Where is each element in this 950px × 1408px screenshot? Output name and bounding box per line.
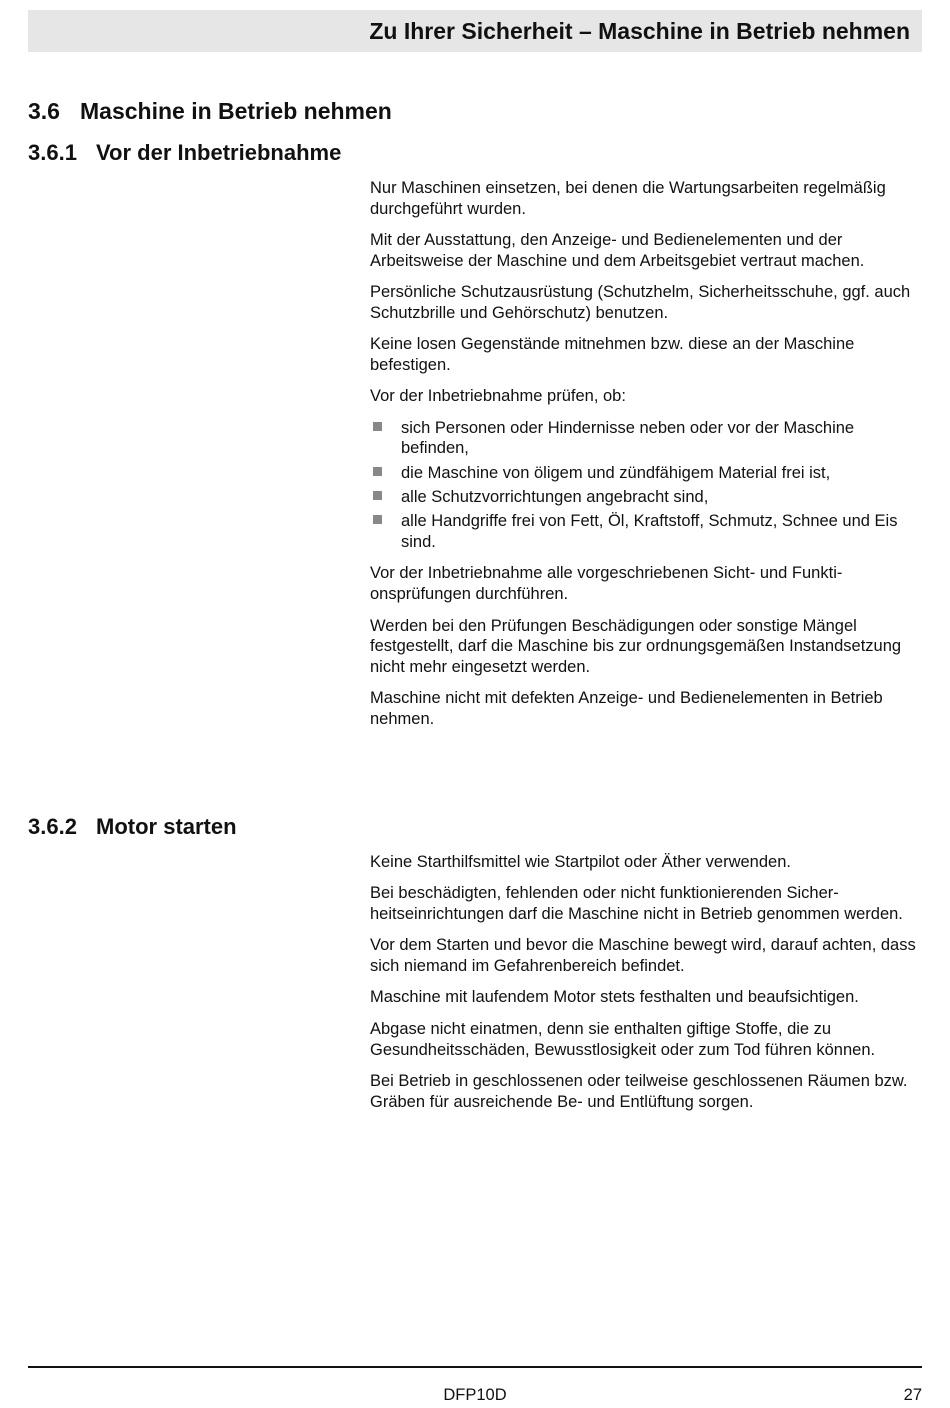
square-bullet-icon [373, 422, 382, 431]
paragraph: Maschine mit laufendem Motor stets festhalten und beaufsichtigen. [370, 988, 859, 1007]
list-item [370, 487, 922, 508]
section-title: Maschine in Betrieb nehmen [80, 98, 392, 124]
list-item-text: alle Handgriffe frei von Fett, Öl, Kraftstoff, Schmutz, Schnee und Eis sind. [401, 512, 898, 552]
paragraph: Werden bei den Prüfungen Beschädigungen oder sonstige Mängel festgestellt, darf die Maschine bis zur ordnungsgemäßen Instandsetzung nicht mehr eingesetzt werden. [370, 616, 902, 677]
square-bullet-icon [373, 515, 382, 524]
subsection-heading [28, 140, 341, 166]
running-header [28, 10, 922, 52]
subsection-body-inbetriebnahme [370, 178, 922, 741]
subsection-body-motor-starten [370, 852, 922, 1123]
paragraph: Keine losen Gegenstände mitnehmen bzw. diese an der Maschine befestigen. [370, 335, 855, 375]
running-header-title: Zu Ihrer Sicherheit – Maschine in Betrieb nehmen [369, 18, 910, 44]
section-number: 3.6 [28, 98, 60, 124]
footer-document-id: DFP10D [443, 1386, 507, 1404]
list-item-text: sich Personen oder Hindernisse neben oder vor der Maschine befinden, [401, 418, 855, 458]
list-item-text: die Maschine von öligem und zündfähigem Material frei ist, [401, 463, 831, 482]
paragraph: Keine Starthilfsmittel wie Startpilot oder Äther verwenden. [370, 853, 791, 871]
paragraph: Vor dem Starten und bevor die Maschine bewegt wird, darauf achten, dass sich niemand im Gefahrenbereich befindet. [370, 936, 916, 976]
paragraph: Mit der Ausstattung, den Anzeige- und Bedienelementen und der Arbeitsweise der Maschine und dem Arbeitsgebiet vertraut machen. [370, 231, 865, 270]
list-item [370, 418, 922, 460]
page-number: 27 [903, 1386, 922, 1404]
paragraph: Persönliche Schutzausrüstung (Schutzhelm, Sicherheitsschuhe, ggf. auch Schutzbrille und Gehörschutz) benutzen. [370, 283, 911, 322]
square-bullet-icon [373, 491, 382, 500]
section-heading [28, 98, 392, 125]
list-item [370, 511, 922, 553]
paragraph: Vor der Inbetriebnahme prüfen, ob: [370, 387, 626, 406]
subsection-number: 3.6.2 [28, 814, 77, 839]
paragraph: Bei Betrieb in geschlossenen oder teilweise geschlossenen Räumen bzw. Gräben für ausreichende Be- und Entlüftung sorgen. [370, 1071, 908, 1111]
paragraph: Nur Maschinen einsetzen, bei denen die Wartungsarbeiten regelmäßig durchgeführt wurden. [370, 179, 886, 218]
subsection-title: Motor starten [96, 814, 237, 839]
subsection-heading [28, 814, 237, 840]
list-item [370, 463, 922, 484]
paragraph: Bei beschädigten, fehlenden oder nicht funktionierenden Sicherheitseinrichtungen darf die Maschine nicht in Betrieb genommen werden. [370, 884, 903, 924]
subsection-number: 3.6.1 [28, 140, 77, 165]
footer-divider [28, 1366, 922, 1368]
list-item-text: alle Schutzvorrichtungen angebracht sind, [401, 488, 709, 507]
checklist [370, 418, 922, 553]
paragraph: Abgase nicht einatmen, denn sie enthalten giftige Stoffe, die zu Gesundheitsschäden, Bewusstlosigkeit oder zum Tod führen können. [370, 1019, 876, 1059]
square-bullet-icon [373, 467, 382, 476]
paragraph: Vor der Inbetriebnahme alle vorgeschriebenen Sicht- und Funktionsprüfungen durchführen. [370, 564, 843, 604]
paragraph: Maschine nicht mit defekten Anzeige- und Bedienelementen in Betrieb nehmen. [370, 689, 883, 729]
subsection-title: Vor der Inbetriebnahme [96, 140, 342, 165]
